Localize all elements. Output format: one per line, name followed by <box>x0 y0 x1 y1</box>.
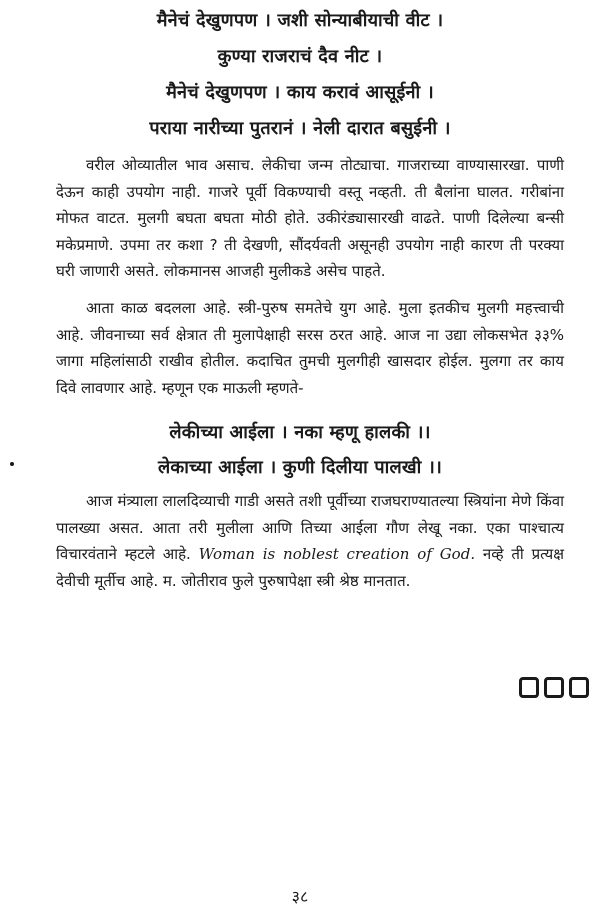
page-number: ३८ <box>291 887 309 906</box>
verse-2: कुण्या राजराचं दैव नीट । <box>217 46 383 67</box>
end-box <box>519 677 539 698</box>
paragraph-1-text: वरील ओव्यातील भाव असाच. लेकीचा जन्म तोट्याचा. गाजराच्या वाण्यासारखा. पाणी देऊन काही उपयोग नाही. गाजरे पूर्वी विकण्याची वस्तू नव्हती. ती बैलांना घालत. गरीबांना मोफत वाटत. मुलगी बघता बघता मोठी होते. उकीरंड्यासारखी वाढते. पाणी दिलेल्या बन्सी मकेप्रमाणे. उपमा तर कशा ? ती देखणी, सौंदर्यवती असूनही उपयोग नाही कारण ती परक्या घरी जाणारी असते. लोकमानस आजही मुलीकडे असेच पाहते. <box>56 156 564 280</box>
verse-6: लेकाच्या आईला । कुणी दिलीया पालखी ।। <box>157 457 443 478</box>
end-box <box>544 677 564 698</box>
paragraph-3-text-before: आज मंत्र्याला लालदिव्याची गाडी असते तशी पूर्वीच्या राजघराण्यातल्या स्त्रियांना मेणे किंवा पालख्या असत. आता तरी मुलीला आणि तिच्या आईला गौण लेखू नका. एका पाश्चात्य विचारवंताने म्हटले आहे. <box>56 492 564 563</box>
paragraph-2-text: आता काळ बदलला आहे. स्त्री-पुरुष समतेचे युग आहे. मुला इतकीच मुलगी महत्त्वाची आहे. जीवनाच्या सर्व क्षेत्रात ती मुलापेक्षाही सरस ठरत आहे. आज ना उद्या लोकसभेत ३३% जागा महिलांसाठी राखीव होतील. कदाचित तुमची मुलगीही खासदार होईल. मुलगा तर काय दिवे लावणार आहे. म्हणून एक माऊली म्हणते- <box>56 299 564 397</box>
paragraph-1 <box>56 152 564 285</box>
english-quote: Woman is noblest creation of God. <box>198 545 476 563</box>
verse-5: लेकीच्या आईला । नका म्हणू हालकी ।। <box>169 422 431 443</box>
paragraph-3-text-after: नव्हे ती प्रत्यक्ष देवीची मूर्तीच आहे. म. जोतीराव फुले पुरुषापेक्षा स्त्री श्रेष्ठ मानतात. <box>56 545 564 590</box>
paragraph-2 <box>56 295 564 401</box>
verse-1: मैनेचं देखुणपण । जशी सोन्याबीयाची वीट । <box>156 10 444 31</box>
end-box <box>569 677 589 698</box>
end-marker-boxes <box>519 677 589 698</box>
verse-4: पराया नारीच्या पुतरानं । नेली दारात बसुईनी । <box>149 118 451 139</box>
verse-3: मैनेचं देखुणपण । काय करावं आसूईनी । <box>166 82 434 103</box>
paragraph-3 <box>56 488 564 594</box>
